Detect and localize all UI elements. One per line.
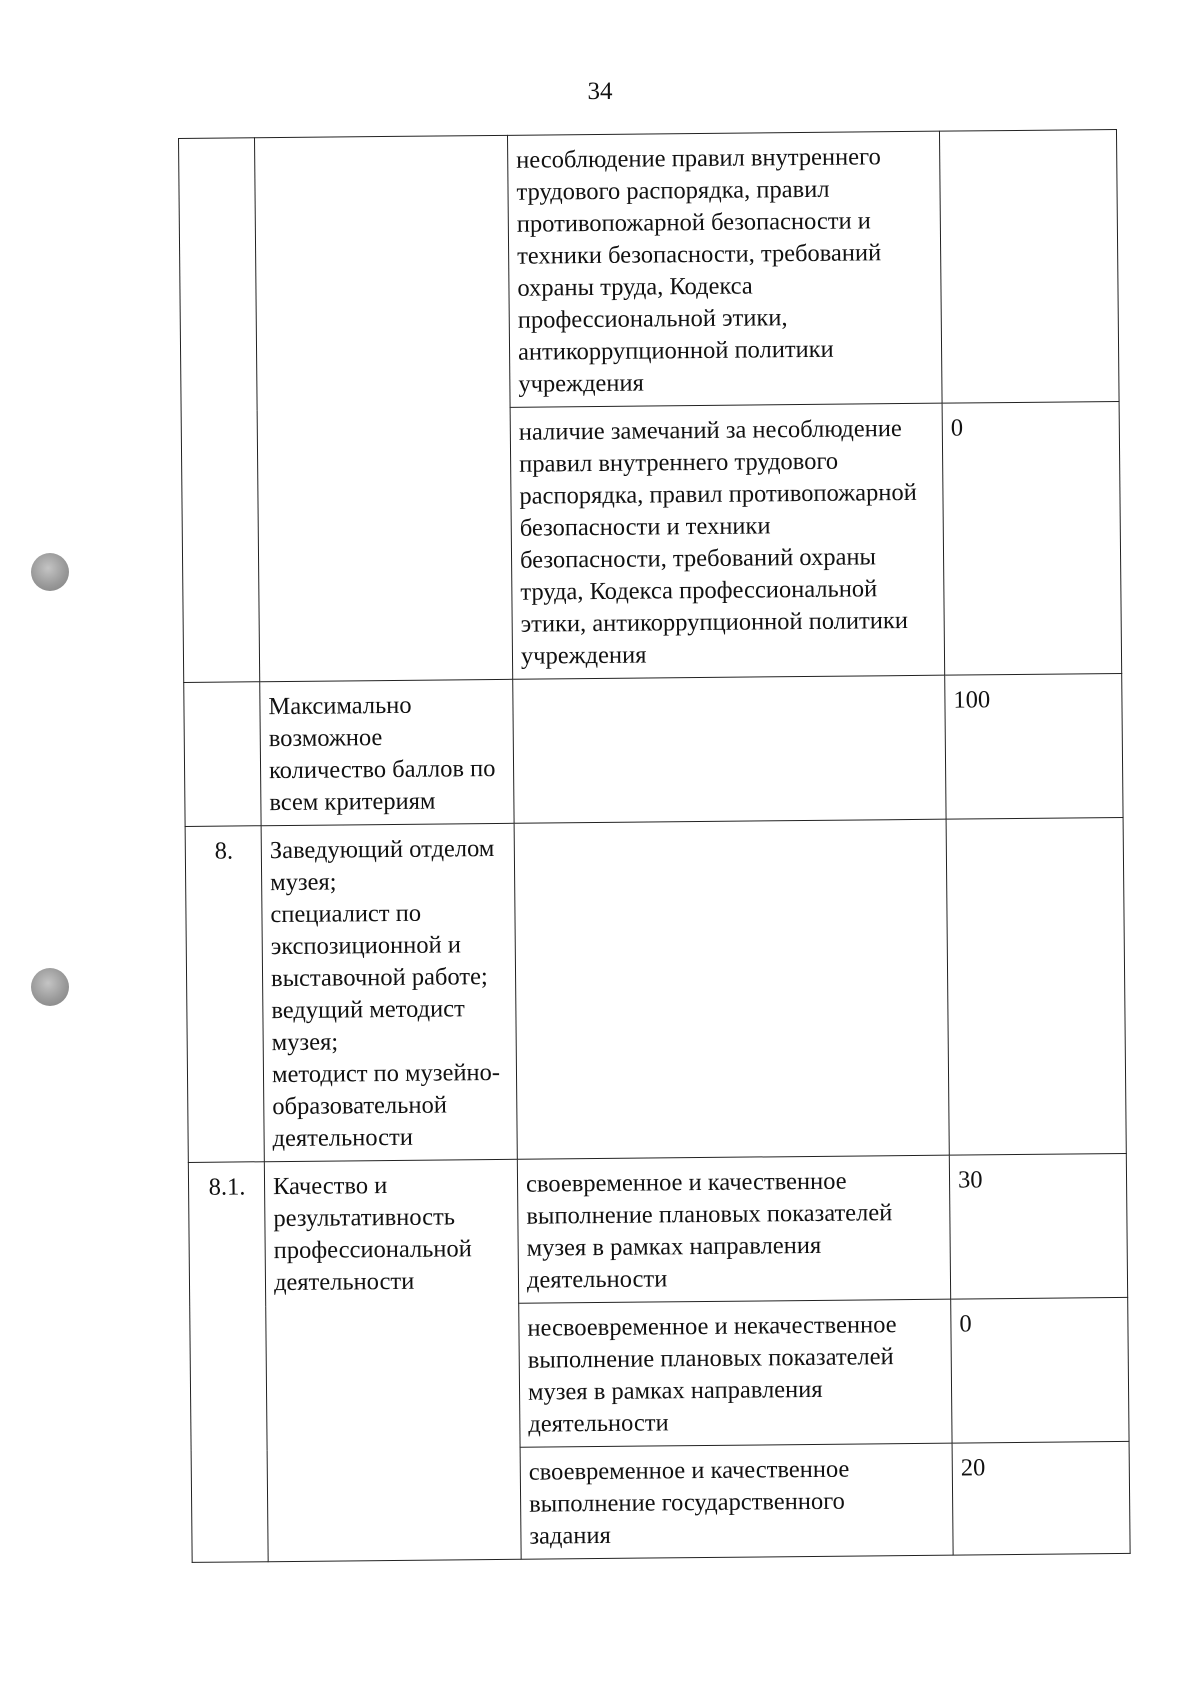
text-line: своевременное и качественное	[525, 1167, 847, 1198]
table-row	[185, 817, 1126, 1162]
text-line: музея в рамках направления	[526, 1231, 822, 1262]
score-cell: 20	[952, 1441, 1130, 1555]
row-number-cell	[179, 138, 260, 683]
criterion-cell	[510, 403, 945, 679]
text-line: безопасности и техники	[519, 512, 771, 542]
text-line: профессиональной этики,	[517, 304, 788, 334]
text-line: Максимально	[268, 691, 412, 721]
text-line: возможное	[268, 724, 383, 753]
text-line: выполнение государственного	[529, 1487, 845, 1518]
text-line: ведущий методист	[271, 995, 465, 1025]
text-line: количество баллов по	[268, 754, 496, 785]
text-line: учреждения	[520, 641, 647, 670]
text-line: несвоевременное и некачественное	[527, 1311, 897, 1342]
page-number: 34	[587, 78, 613, 105]
text-line: музея в рамках направления	[527, 1375, 823, 1406]
text-line: музея;	[271, 1028, 339, 1057]
punch-hole-top	[31, 553, 69, 591]
table-row	[188, 1153, 1127, 1306]
text-line: задания	[529, 1521, 611, 1550]
text-line: всем критериям	[269, 787, 436, 817]
table-row	[179, 129, 1120, 410]
position-cell	[264, 1159, 521, 1561]
row-number-cell: 8.	[185, 826, 264, 1163]
row-number-cell: 8.1.	[188, 1162, 268, 1563]
text-line: специалист по	[270, 899, 422, 929]
score-cell: 0	[951, 1297, 1129, 1443]
text-line: трудового распорядка, правил	[516, 175, 830, 206]
score-cell: 30	[949, 1153, 1127, 1299]
score-cell	[946, 817, 1126, 1155]
text-line: учреждения	[518, 369, 644, 398]
row-number-cell	[184, 682, 261, 827]
table-row	[184, 673, 1123, 826]
text-line: антикоррупционной политики	[517, 335, 834, 366]
text-line: образовательной	[272, 1091, 447, 1121]
criterion-cell	[519, 1299, 952, 1447]
position-cell	[255, 135, 513, 681]
criterion-cell	[507, 131, 942, 407]
text-line: результативность	[273, 1203, 456, 1233]
text-line: деятельности	[273, 1267, 415, 1297]
text-line: выполнение плановых показателей	[527, 1343, 894, 1374]
text-line: деятельности	[528, 1409, 669, 1438]
score-cell	[939, 129, 1119, 403]
criterion-cell	[520, 1443, 953, 1559]
position-cell	[261, 823, 517, 1161]
criterion-cell	[517, 1155, 950, 1303]
text-line: своевременное и качественное	[528, 1455, 850, 1486]
text-line: деятельности	[526, 1265, 668, 1294]
text-line: Качество и	[272, 1172, 388, 1201]
text-line: профессиональной	[273, 1235, 472, 1265]
criterion-cell	[514, 819, 949, 1159]
text-line: охраны труда, Кодекса	[517, 272, 753, 302]
score-cell: 100	[945, 673, 1123, 819]
text-line: несоблюдение правил внутреннего	[516, 143, 881, 174]
text-line: безопасности, требований охраны	[519, 543, 877, 574]
text-line: методист по музейно-	[271, 1058, 501, 1089]
text-line: Заведующий отделом	[269, 834, 495, 865]
text-line: музея;	[270, 868, 337, 897]
text-line: этики, антикоррупционной политики	[520, 607, 909, 638]
text-line: деятельности	[272, 1123, 413, 1153]
criterion-cell	[513, 675, 946, 823]
text-line: распорядка, правил противопожарной	[519, 478, 917, 510]
criteria-table	[178, 129, 1131, 1563]
text-line: противопожарной безопасности и	[516, 207, 871, 238]
text-line: выставочной работе;	[270, 963, 488, 993]
punch-hole-bottom	[31, 968, 69, 1006]
position-cell	[260, 679, 514, 825]
text-line: выполнение плановых показателей	[526, 1199, 893, 1230]
text-line: экспозиционной и	[270, 931, 462, 961]
text-line: правил внутреннего трудового	[519, 447, 839, 478]
text-line: техники безопасности, требований	[517, 239, 882, 270]
text-line: труда, Кодекса профессиональной	[520, 575, 878, 606]
score-cell: 0	[942, 401, 1122, 675]
text-line: наличие замечаний за несоблюдение	[518, 415, 902, 446]
